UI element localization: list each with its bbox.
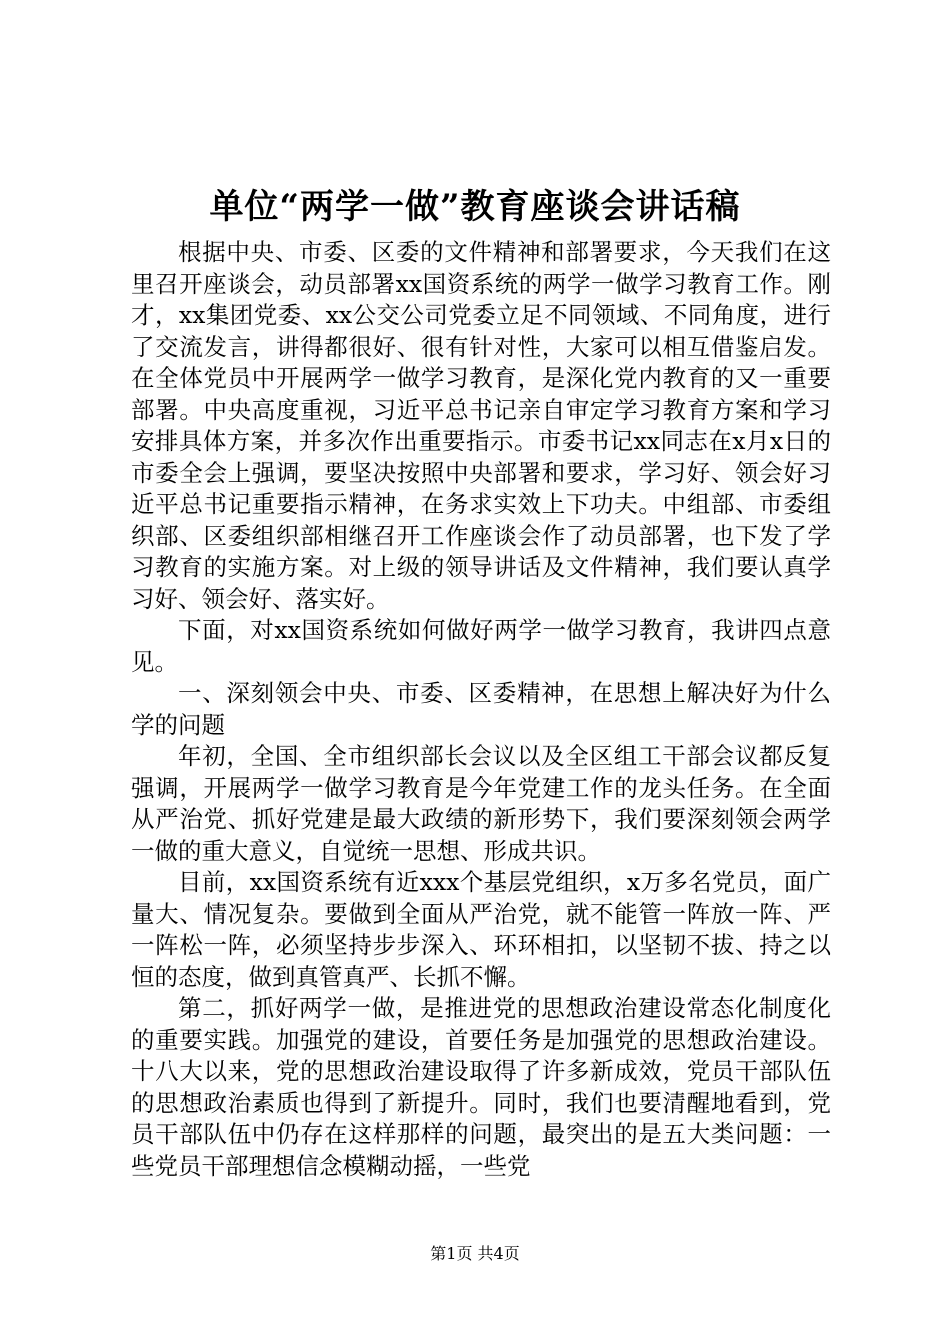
body-paragraph: 下面，对xx国资系统如何做好两学一做学习教育，我讲四点意见。: [131, 616, 831, 676]
body-paragraph: 第二，抓好两学一做，是推进党的思想政治建设常态化制度化的重要实践。加强党的建设，首要任务是加强党的思想政治建设。十八大以来，党的思想政治建设取得了许多新成效，党员干部队伍的思想政治素质也得到了新提升。同时，我们也要清醒地看到，党员干部队伍中仍存在这样那样的问题，最突出的是五大类问题：一些党员干部理想信念模糊动摇，一些党: [131, 994, 831, 1180]
body-paragraph: 目前，xx国资系统有近xxx个基层党组织，x万多名党员，面广量大、情况复杂。要做到全面从严治党，就不能管一阵放一阵、严一阵松一阵，必须坚持步步深入、环环相扣，以坚韧不拔、持之以恒的态度，做到真管真严、长抓不懈。: [131, 868, 831, 991]
body-paragraph: 年初，全国、全市组织部长会议以及全区组工干部会议都反复强调，开展两学一做学习教育是今年党建工作的龙头任务。在全面从严治党、抓好党建是最大政绩的新形势下，我们要深刻领会两学一做的重大意义，自觉统一思想、形成共识。: [131, 742, 831, 865]
body-paragraph: 根据中央、市委、区委的文件精神和部署要求，今天我们在这里召开座谈会，动员部署xx国资系统的两学一做学习教育工作。刚才，xx集团党委、xx公交公司党委立足不同领域、不同角度，进行了交流发言，讲得都很好、很有针对性，大家可以相互借鉴启发。在全体党员中开展两学一做学习教育，是深化党内教育的又一重要部署。中央高度重视，习近平总书记亲自审定学习教育方案和学习安排具体方案，并多次作出重要指示。市委书记xx同志在x月x日的市委全会上强调，要坚决按照中央部署和要求，学习好、领会好习近平总书记重要指示精神，在务求实效上下功夫。中组部、市委组织部、区委组织部相继召开工作座谈会作了动员部署，也下发了学习教育的实施方案。对上级的领导讲话及文件精神，我们要认真学习好、领会好、落实好。: [131, 238, 831, 613]
page-number: 第1页 共4页: [430, 1244, 520, 1263]
document-title: 单位“两学一做”教育座谈会讲话稿: [209, 187, 741, 227]
section-heading: 一、深刻领会中央、市委、区委精神，在思想上解决好为什么学的问题: [131, 679, 831, 739]
document-body: [131, 237, 831, 1182]
